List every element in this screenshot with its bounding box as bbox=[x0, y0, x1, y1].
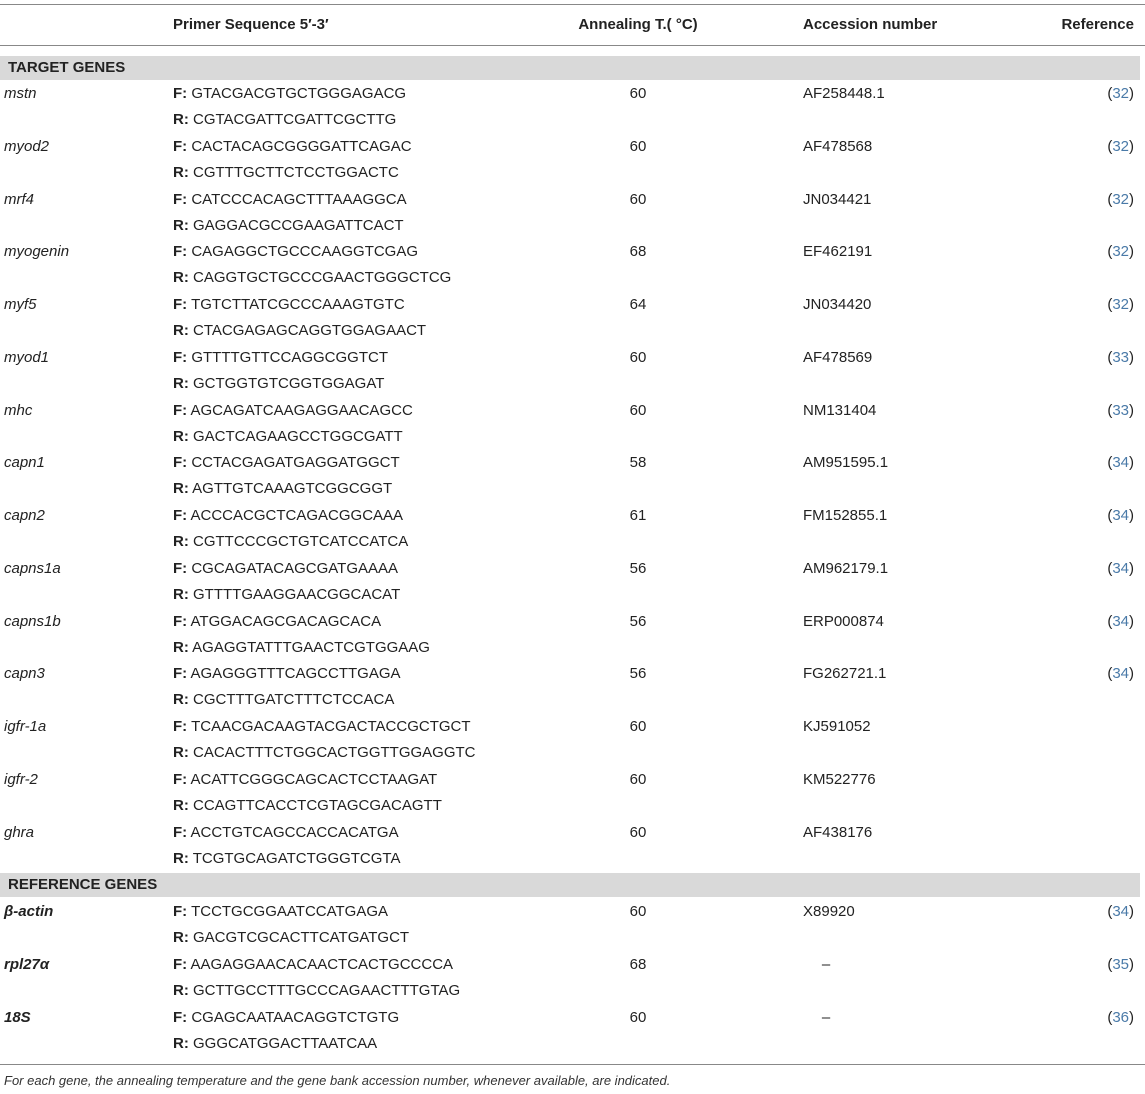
reverse-label: R: bbox=[173, 533, 189, 550]
accession-number: AF258448.1 bbox=[803, 85, 885, 102]
table-row bbox=[0, 952, 1145, 978]
table-row bbox=[0, 424, 1145, 450]
section-target-label: TARGET GENES bbox=[8, 59, 126, 76]
forward-label: F: bbox=[173, 401, 188, 419]
forward-primer bbox=[173, 345, 388, 371]
gene-name: capn3 bbox=[4, 665, 45, 683]
forward-label: F: bbox=[173, 454, 188, 472]
reverse-label: R: bbox=[173, 981, 189, 999]
forward-primer bbox=[173, 187, 407, 213]
reverse-sequence: CAGGTGCTGCCCGAACTGGGCTCG bbox=[188, 269, 452, 287]
header-reference: Reference bbox=[1061, 16, 1134, 33]
forward-label: F: bbox=[173, 770, 188, 788]
table-row bbox=[0, 476, 1145, 502]
reverse-label: R: bbox=[173, 929, 189, 946]
forward-sequence: ACCCACGCTCAGACGGCAAA bbox=[187, 507, 404, 524]
forward-sequence: CATCCCACAGCTTTAAAGGCA bbox=[187, 190, 407, 208]
table-row bbox=[0, 635, 1145, 661]
gene-name: myogenin bbox=[4, 243, 70, 261]
gene-name: ghra bbox=[4, 823, 35, 841]
annealing-temp: 60 bbox=[629, 770, 647, 788]
forward-label: F: bbox=[173, 665, 188, 683]
reference-link[interactable]: 35 bbox=[1112, 955, 1129, 973]
forward-label: F: bbox=[173, 296, 188, 313]
reference-cell: (34) bbox=[1107, 903, 1134, 920]
gene-name: mrf4 bbox=[4, 190, 34, 208]
reverse-primer bbox=[173, 160, 399, 186]
table-row bbox=[0, 371, 1145, 397]
table-row bbox=[0, 160, 1145, 186]
table-row bbox=[0, 582, 1145, 608]
annealing-temp: 56 bbox=[629, 665, 647, 683]
forward-label: F: bbox=[173, 190, 188, 208]
table-row bbox=[0, 107, 1145, 133]
bottom-rule bbox=[0, 1064, 1145, 1065]
annealing-temp: 58 bbox=[629, 454, 647, 472]
reference-cell: (32) bbox=[1107, 243, 1134, 261]
reverse-label: R: bbox=[173, 849, 189, 867]
table-row bbox=[0, 1005, 1145, 1031]
reference-cell: (32) bbox=[1107, 190, 1134, 208]
gene-name: 18S bbox=[4, 1008, 31, 1026]
forward-sequence: CGAGCAATAACAGGTCTGTG bbox=[187, 1008, 400, 1026]
reverse-label: R: bbox=[173, 480, 189, 498]
table-row bbox=[0, 81, 1145, 107]
accession-number: JN034421 bbox=[803, 190, 872, 208]
forward-label: F: bbox=[173, 612, 188, 630]
gene-name: myod2 bbox=[4, 137, 50, 155]
reference-cell: (32) bbox=[1107, 296, 1134, 313]
table-row bbox=[0, 687, 1145, 713]
reverse-primer bbox=[173, 107, 396, 133]
forward-primer bbox=[173, 450, 400, 476]
reference-cell: (36) bbox=[1107, 1008, 1134, 1026]
annealing-temp: 60 bbox=[629, 823, 647, 841]
forward-sequence: AGAGGGTTTCAGCCTTGAGA bbox=[187, 665, 401, 683]
reverse-primer bbox=[173, 1031, 377, 1057]
gene-name: β-actin bbox=[4, 903, 54, 920]
reverse-primer bbox=[173, 213, 404, 239]
reverse-sequence: CGTTCCCGCTGTCATCCATCA bbox=[188, 533, 409, 550]
forward-primer bbox=[173, 239, 418, 265]
reverse-label: R: bbox=[173, 585, 189, 603]
forward-sequence: CGCAGATACAGCGATGAAAA bbox=[187, 559, 399, 577]
forward-primer bbox=[173, 556, 398, 582]
forward-primer bbox=[173, 714, 471, 740]
reverse-sequence: GACTCAGAAGCCTGGCGATT bbox=[188, 427, 403, 445]
table-row bbox=[0, 503, 1145, 529]
reference-cell: (34) bbox=[1107, 665, 1134, 683]
reverse-sequence: GGGCATGGACTTAATCAA bbox=[188, 1034, 378, 1052]
accession-number: AM962179.1 bbox=[803, 559, 889, 577]
reverse-primer bbox=[173, 978, 460, 1004]
reference-cell: (32) bbox=[1107, 137, 1134, 155]
forward-primer bbox=[173, 767, 437, 793]
reverse-primer bbox=[173, 925, 409, 951]
section-target-genes bbox=[0, 56, 1140, 80]
reverse-primer bbox=[173, 635, 430, 661]
reference-link[interactable]: 32 bbox=[1112, 190, 1129, 208]
table-row bbox=[0, 450, 1145, 476]
table-row bbox=[0, 318, 1145, 344]
reverse-sequence: GACGTCGCACTTCATGATGCT bbox=[188, 929, 410, 946]
forward-label: F: bbox=[173, 243, 188, 261]
annealing-temp: 60 bbox=[629, 718, 647, 735]
annealing-temp: 60 bbox=[629, 190, 647, 208]
forward-sequence: CAGAGGCTGCCCAAGGTCGAG bbox=[187, 243, 419, 261]
accession-number: AM951595.1 bbox=[803, 454, 889, 472]
gene-name: myf5 bbox=[4, 296, 37, 313]
annealing-temp: 60 bbox=[629, 85, 647, 102]
forward-primer bbox=[173, 292, 405, 318]
reverse-sequence: CGTTTGCTTCTCCTGGACTC bbox=[188, 163, 399, 181]
forward-sequence: ATGGACAGCGACAGCACA bbox=[187, 612, 382, 630]
gene-name: myod1 bbox=[4, 348, 50, 366]
forward-label: F: bbox=[173, 718, 188, 735]
table-row bbox=[0, 820, 1145, 846]
reverse-sequence: GCTGGTGTCGGTGGAGAT bbox=[188, 374, 385, 392]
reverse-label: R: bbox=[173, 111, 189, 128]
accession-number: AF478569 bbox=[803, 348, 873, 366]
annealing-temp: 56 bbox=[629, 612, 647, 630]
annealing-temp: 68 bbox=[629, 955, 647, 973]
accession-number: FM152855.1 bbox=[803, 507, 888, 524]
annealing-temp: 60 bbox=[629, 401, 647, 419]
table-footnote: For each gene, the annealing temperature and the gene bank accession number, whenever available, are indicated. bbox=[4, 1073, 671, 1088]
annealing-temp: 60 bbox=[629, 903, 647, 920]
table-row bbox=[0, 213, 1145, 239]
gene-name: igfr-1a bbox=[4, 718, 47, 735]
reference-link[interactable]: 34 bbox=[1112, 559, 1129, 577]
table-row bbox=[0, 345, 1145, 371]
table-row bbox=[0, 925, 1145, 951]
reverse-sequence: TCGTGCAGATCTGGGTCGTA bbox=[188, 849, 401, 867]
accession-number: ERP000874 bbox=[803, 612, 884, 630]
reverse-primer bbox=[173, 476, 392, 502]
forward-label: F: bbox=[173, 348, 188, 366]
forward-label: F: bbox=[173, 903, 188, 920]
forward-label: F: bbox=[173, 137, 188, 155]
table-row bbox=[0, 556, 1145, 582]
reference-link[interactable]: 32 bbox=[1112, 296, 1129, 313]
forward-primer bbox=[173, 134, 412, 160]
reverse-label: R: bbox=[173, 744, 189, 761]
header-sequence: Primer Sequence 5′-3′ bbox=[173, 16, 329, 33]
reference-link[interactable]: 32 bbox=[1112, 85, 1129, 102]
forward-primer bbox=[173, 503, 403, 529]
table-row bbox=[0, 529, 1145, 555]
table-row bbox=[0, 265, 1145, 291]
table-row bbox=[0, 1031, 1145, 1057]
gene-name: capns1a bbox=[4, 559, 61, 577]
table-row bbox=[0, 187, 1145, 213]
forward-primer bbox=[173, 609, 381, 635]
annealing-temp: 64 bbox=[629, 296, 647, 313]
forward-sequence: AGCAGATCAAGAGGAACAGCC bbox=[187, 401, 413, 419]
forward-label: F: bbox=[173, 85, 188, 102]
forward-sequence: CCTACGAGATGAGGATGGCT bbox=[187, 454, 400, 472]
reference-link[interactable]: 34 bbox=[1112, 665, 1129, 683]
reverse-primer bbox=[173, 371, 384, 397]
reverse-label: R: bbox=[173, 216, 189, 234]
reverse-label: R: bbox=[173, 638, 189, 656]
gene-name: capns1b bbox=[4, 612, 61, 630]
accession-number: KJ591052 bbox=[803, 718, 871, 735]
gene-name: igfr-2 bbox=[4, 770, 38, 788]
reverse-label: R: bbox=[173, 427, 189, 445]
table-row bbox=[0, 899, 1145, 925]
gene-name: mhc bbox=[4, 401, 33, 419]
gene-name: mstn bbox=[4, 85, 37, 102]
reverse-label: R: bbox=[173, 691, 189, 709]
accession-number: NM131404 bbox=[803, 401, 877, 419]
section-reference-genes bbox=[0, 873, 1140, 897]
reverse-label: R: bbox=[173, 322, 189, 339]
table-row bbox=[0, 239, 1145, 265]
forward-primer bbox=[173, 1005, 399, 1031]
reference-link[interactable]: 36 bbox=[1112, 1008, 1129, 1026]
forward-sequence: TGTCTTATCGCCCAAAGTGTC bbox=[187, 296, 405, 313]
accession-number: AF438176 bbox=[803, 823, 873, 841]
reverse-sequence: GTTTTGAAGGAACGGCACAT bbox=[188, 585, 401, 603]
accession-number: AF478568 bbox=[803, 137, 873, 155]
reverse-sequence: AGTTGTCAAAGTCGGCGGT bbox=[188, 480, 393, 498]
reverse-primer bbox=[173, 318, 426, 344]
forward-sequence: ACCTGTCAGCCACCACATGA bbox=[187, 823, 399, 841]
forward-primer bbox=[173, 952, 453, 978]
reference-link[interactable]: 33 bbox=[1112, 401, 1129, 419]
table-row bbox=[0, 846, 1145, 872]
reverse-sequence: AGAGGTATTTGAACTCGTGGAAG bbox=[188, 638, 430, 656]
forward-sequence: ACATTCGGGCAGCACTCCTAAGAT bbox=[187, 770, 438, 788]
forward-label: F: bbox=[173, 823, 188, 841]
reverse-sequence: CTACGAGAGCAGGTGGAGAACT bbox=[188, 322, 427, 339]
annealing-temp: 68 bbox=[629, 243, 647, 261]
reference-cell: (34) bbox=[1107, 612, 1134, 630]
forward-sequence: GTTTTGTTCCAGGCGGTCT bbox=[187, 348, 388, 366]
table-row bbox=[0, 134, 1145, 160]
reverse-sequence: CGCTTTGATCTTTCTCCACA bbox=[188, 691, 395, 709]
reverse-sequence: GCTTGCCTTTGCCCAGAACTTTGTAG bbox=[188, 981, 461, 999]
reference-link[interactable]: 33 bbox=[1112, 348, 1129, 366]
forward-primer bbox=[173, 820, 399, 846]
header-accession: Accession number bbox=[803, 16, 938, 33]
forward-label: F: bbox=[173, 507, 188, 524]
table-row bbox=[0, 714, 1145, 740]
reverse-primer bbox=[173, 740, 475, 766]
forward-sequence: CACTACAGCGGGGATTCAGAC bbox=[187, 137, 412, 155]
reference-link[interactable]: 34 bbox=[1112, 612, 1129, 630]
forward-sequence: TCCTGCGGAATCCATGAGA bbox=[187, 903, 389, 920]
reverse-label: R: bbox=[173, 163, 189, 181]
reverse-primer bbox=[173, 687, 394, 713]
table-header bbox=[0, 5, 1145, 45]
reverse-primer bbox=[173, 582, 400, 608]
forward-sequence: AAGAGGAACACAACTCACTGCCCCA bbox=[187, 955, 454, 973]
reference-link[interactable]: 34 bbox=[1112, 903, 1129, 920]
accession-number: JN034420 bbox=[803, 296, 872, 313]
table-row bbox=[0, 661, 1145, 687]
gene-name: capn1 bbox=[4, 454, 45, 472]
section-reference-label: REFERENCE GENES bbox=[8, 876, 158, 893]
accession-number: – bbox=[821, 1008, 831, 1026]
reverse-label: R: bbox=[173, 1034, 189, 1052]
reverse-sequence: CGTACGATTCGATTCGCTTG bbox=[188, 111, 397, 128]
reverse-primer bbox=[173, 846, 401, 872]
reference-cell: (32) bbox=[1107, 85, 1134, 102]
table-row bbox=[0, 978, 1145, 1004]
reverse-label: R: bbox=[173, 269, 189, 287]
forward-label: F: bbox=[173, 1008, 188, 1026]
annealing-temp: 60 bbox=[629, 1008, 647, 1026]
accession-number: KM522776 bbox=[803, 770, 876, 788]
table-row bbox=[0, 609, 1145, 635]
table-row bbox=[0, 740, 1145, 766]
reference-link[interactable]: 34 bbox=[1112, 507, 1129, 524]
reverse-sequence: CCAGTTCACCTCGTAGCGACAGTT bbox=[188, 796, 442, 814]
annealing-temp: 60 bbox=[629, 137, 647, 155]
reverse-primer bbox=[173, 793, 442, 819]
reference-link[interactable]: 32 bbox=[1112, 243, 1129, 261]
forward-primer bbox=[173, 899, 388, 925]
annealing-temp: 60 bbox=[629, 348, 647, 366]
forward-primer bbox=[173, 81, 406, 107]
forward-sequence: GTACGACGTGCTGGGAGACG bbox=[187, 85, 407, 102]
reverse-primer bbox=[173, 265, 451, 291]
accession-number: EF462191 bbox=[803, 243, 873, 261]
forward-sequence: TCAACGACAAGTACGACTACCGCTGCT bbox=[187, 718, 471, 735]
reverse-sequence: CACACTTTCTGGCACTGGTTGGAGGTC bbox=[188, 744, 476, 761]
header-temp: Annealing T.( °C) bbox=[578, 16, 698, 33]
table-row bbox=[0, 292, 1145, 318]
reverse-primer bbox=[173, 529, 408, 555]
accession-number: FG262721.1 bbox=[803, 665, 887, 683]
reference-link[interactable]: 34 bbox=[1112, 454, 1129, 472]
forward-primer bbox=[173, 398, 413, 424]
annealing-temp: 61 bbox=[629, 507, 647, 524]
header-rule bbox=[0, 45, 1145, 46]
reference-cell: (33) bbox=[1107, 401, 1134, 419]
reference-cell: (35) bbox=[1107, 955, 1134, 973]
annealing-temp: 56 bbox=[629, 559, 647, 577]
reverse-sequence: GAGGACGCCGAAGATTCACT bbox=[188, 216, 404, 234]
reference-cell: (34) bbox=[1107, 507, 1134, 524]
table-row bbox=[0, 398, 1145, 424]
reference-cell: (33) bbox=[1107, 348, 1134, 366]
forward-label: F: bbox=[173, 955, 188, 973]
gene-name: rpl27α bbox=[4, 955, 50, 973]
reverse-label: R: bbox=[173, 796, 189, 814]
table-row bbox=[0, 767, 1145, 793]
reference-cell: (34) bbox=[1107, 454, 1134, 472]
reference-link[interactable]: 32 bbox=[1112, 137, 1129, 155]
forward-label: F: bbox=[173, 559, 188, 577]
forward-primer bbox=[173, 661, 401, 687]
reference-cell: (34) bbox=[1107, 559, 1134, 577]
reverse-primer bbox=[173, 424, 403, 450]
table-row bbox=[0, 793, 1145, 819]
reverse-label: R: bbox=[173, 374, 189, 392]
gene-name: capn2 bbox=[4, 507, 45, 524]
accession-number: – bbox=[821, 955, 831, 973]
accession-number: X89920 bbox=[803, 903, 855, 920]
